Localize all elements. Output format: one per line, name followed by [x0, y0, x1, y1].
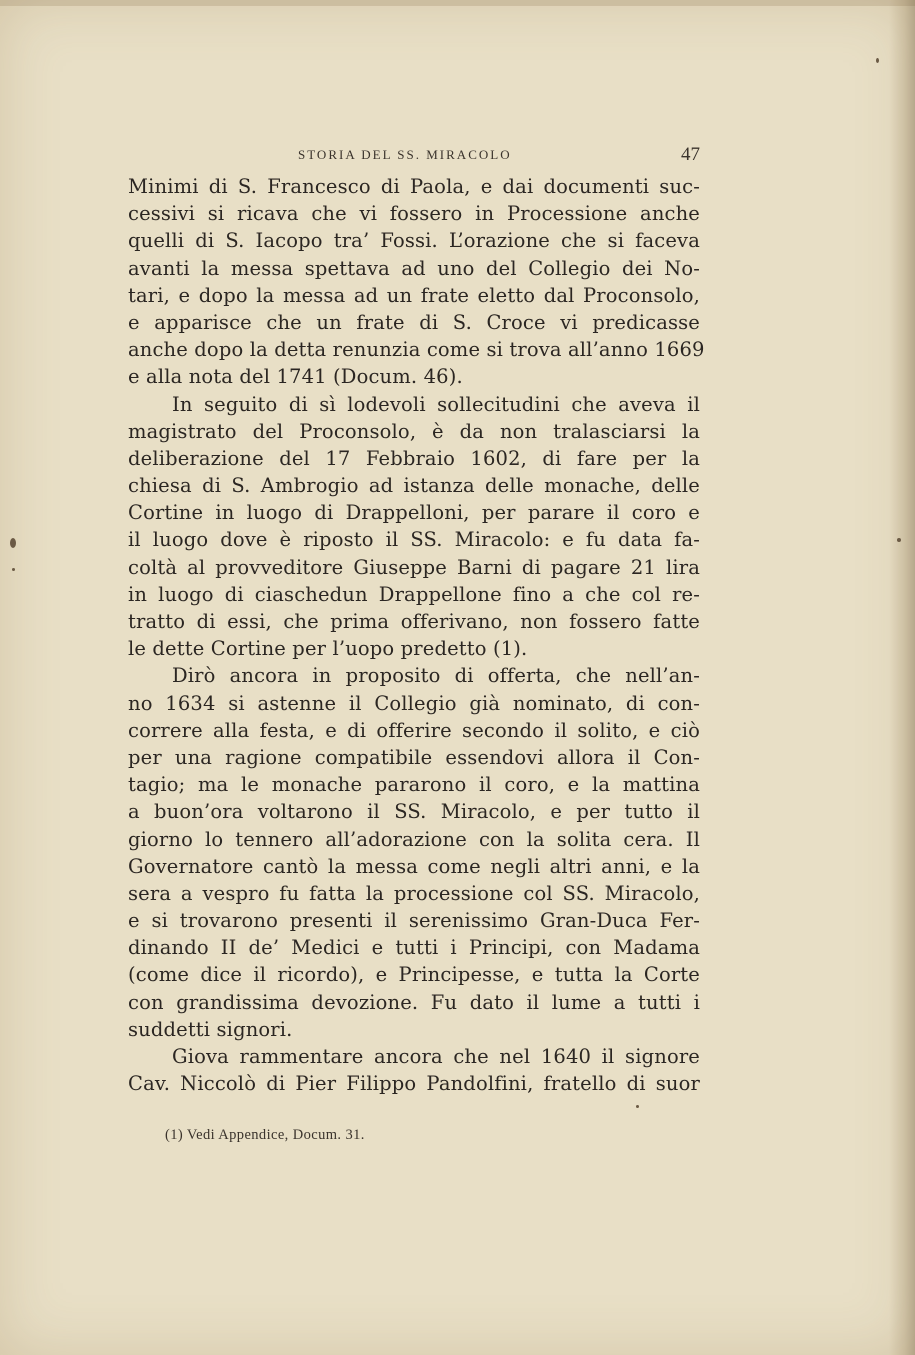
text-line: in luogo di ciaschedun Drappellone fino a che col re-: [128, 582, 700, 606]
text-line: magistrato del Proconsolo, è da non tralasciarsi la: [128, 419, 700, 443]
text-line: In seguito di sì lodevoli sollecitudini che aveva il: [172, 392, 700, 416]
text-line: tagio; ma le monache pararono il coro, e la mattina: [128, 773, 700, 797]
text-line: correre alla festa, e di offerire secondo il solito, e ciò: [128, 718, 700, 742]
running-head: [130, 144, 700, 168]
running-title: STORIA DEL SS. MIRACOLO: [298, 147, 512, 162]
text-line: deliberazione del 17 Febbraio 1602, di fare per la: [128, 446, 700, 470]
text-line: sera a vespro fu fatta la processione col SS. Miracolo,: [128, 881, 700, 905]
text-line: tratto di essi, che prima offerivano, non fossero fatte: [128, 610, 700, 633]
paper-speck: [897, 538, 901, 542]
page-right-edge: [889, 0, 915, 1355]
text-line: dinando II de’ Medici e tutti i Principi, con Madama: [128, 936, 700, 960]
paper-speck: [876, 58, 879, 63]
text-line: chiesa di S. Ambrogio ad istanza delle monache, delle: [128, 474, 700, 498]
text-line: Minimi di S. Francesco di Paola, e dai documenti suc-: [128, 175, 700, 198]
text-line: coltà al provveditore Giuseppe Barni di pagare 21 lira: [128, 555, 700, 579]
text-line: cessivi si ricava che vi fossero in Processione anche: [128, 202, 700, 226]
text-line: no 1634 si astenne il Collegio già nominato, di con-: [128, 691, 700, 715]
text-line: giorno lo tennero all’adorazione con la solita cera. Il: [128, 827, 700, 851]
text-line: suddetti signori.: [128, 1017, 293, 1041]
text-line: il luogo dove è riposto il SS. Miracolo: e fu data fa-: [128, 528, 700, 552]
text-line: e si trovarono presenti il serenissimo Gran-Duca Fer-: [128, 909, 700, 933]
text-line: a buon’ora voltarono il SS. Miracolo, e per tutto il: [128, 800, 700, 824]
page-number: 47: [681, 144, 700, 165]
footnote: (1) Vedi Appendice, Docum. 31.: [165, 1127, 365, 1143]
text-line: Giova rammentare ancora che nel 1640 il signore: [172, 1045, 700, 1068]
paper-speck: [12, 568, 15, 571]
text-line: con grandissima devozione. Fu dato il lume a tutti i: [128, 990, 700, 1014]
text-line: e alla nota del 1741 (Docum. 46).: [128, 365, 463, 389]
text-line: Cav. Niccolò di Pier Filippo Pandolfini, fratello di suor: [128, 1072, 700, 1096]
text-line: le dette Cortine per l’uopo predetto (1).: [128, 637, 528, 661]
paper-speck: [636, 1105, 639, 1108]
text-line: e apparisce che un frate di S. Croce vi predicasse: [128, 310, 700, 334]
paper-speck: [10, 538, 16, 548]
text-line: quelli di S. Iacopo tra’ Fossi. L’orazione che si faceva: [128, 229, 700, 253]
text-line: avanti la messa spettava ad uno del Collegio dei No-: [128, 256, 700, 280]
page-top-edge: [0, 0, 915, 6]
text-line: per una ragione compatibile essendovi allora il Con-: [128, 745, 700, 769]
text-line: Dirò ancora in proposito di offerta, che nell’an-: [172, 664, 700, 688]
text-line: anche dopo la detta renunzia come si trova all’anno 1669: [128, 338, 705, 362]
text-line: Cortine in luogo di Drappelloni, per parare il coro e: [128, 501, 700, 525]
body-text: [128, 173, 705, 1097]
text-line: (come dice il ricordo), e Principesse, e tutta la Corte: [128, 963, 700, 987]
text-line: Governatore cantò la messa come negli altri anni, e la: [128, 854, 700, 878]
text-line: tari, e dopo la messa ad un frate eletto dal Proconsolo,: [128, 283, 700, 307]
